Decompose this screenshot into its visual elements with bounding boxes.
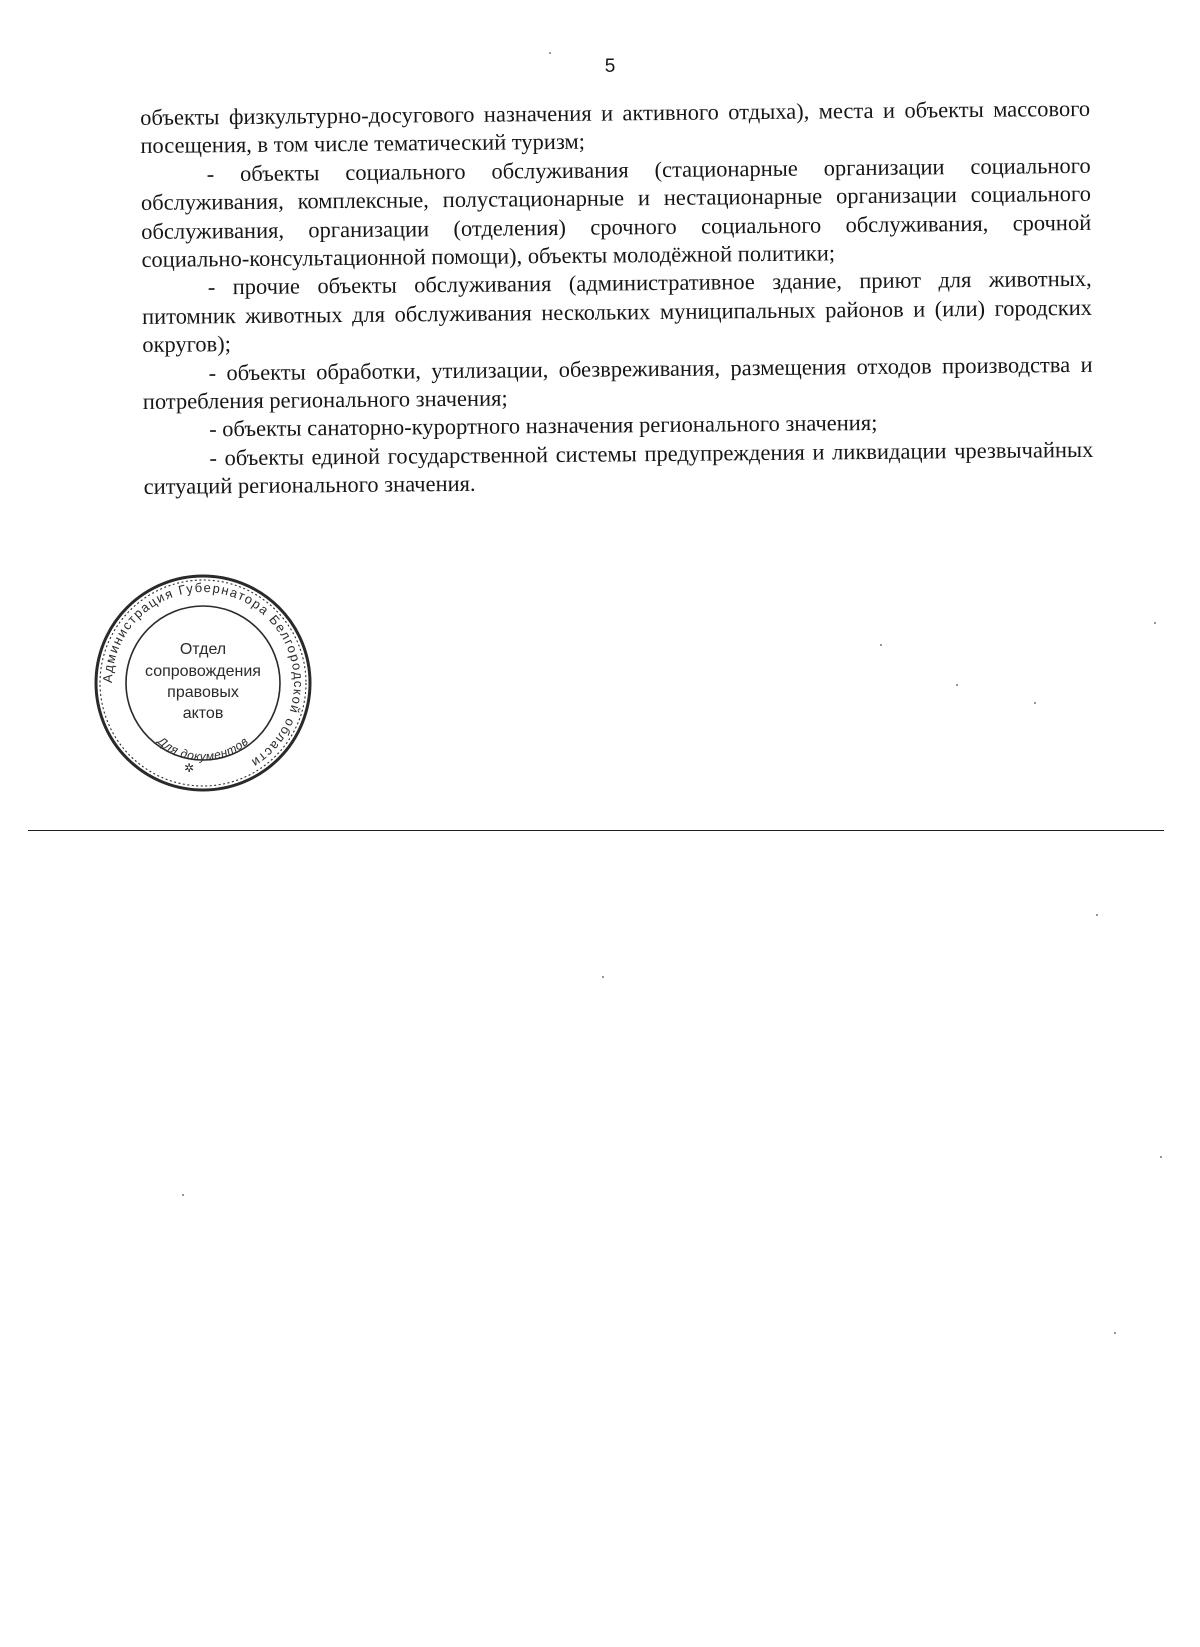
stamp-bottom-text: Для документов [154,733,252,764]
scan-speck [1034,702,1036,704]
paragraph: - объекты обработки, утилизации, обезвреживания, размещения отходов производства и потребления регионального значения; [142,351,1093,415]
stamp-star-icon: ✲ [183,761,195,775]
scan-speck [182,1194,184,1196]
paragraph: объекты физкультурно-досугового назначения и активного отдыха), места и объекты массового посещения, в том числе тематический туризм; [140,95,1091,159]
horizontal-rule [28,830,1164,831]
scan-speck [549,52,551,54]
stamp-line: актов [182,705,224,722]
scan-speck [880,644,882,646]
scan-speck [956,684,958,686]
stamp-seal [92,572,314,794]
page-number: 5 [604,56,616,77]
scan-speck [1160,1156,1162,1158]
document-body [140,95,1094,502]
paragraph: - объекты социального обслуживания (стационарные организации социального обслуживания, комплексные, полустационарные и нестационарные организации социального обслуживания, организации (отделения) срочного социального обслуживания, срочной социально-консультационной помощи), объекты молодёжной политики; [140,152,1092,273]
scan-speck [1154,622,1156,624]
scan-speck [1096,914,1098,916]
official-stamp [92,572,314,794]
stamp-line: правовых [167,684,239,701]
stamp-outer-text: Администрация Губернатора Белгородской области [99,579,307,772]
paragraph: - объекты санаторно-курортного назначения регионального значения; [209,410,878,442]
stamp-line: Отдел [179,641,227,658]
stamp-line: сопровождения [145,663,261,680]
scan-speck [602,976,604,978]
paragraph: - прочие объекты обслуживания (административное здание, приют для животных, питомник животных для обслуживания нескольких муниципальных районов и (или) городских округов); [141,266,1093,358]
paragraph: - объекты единой государственной системы предупреждения и ликвидации чрезвычайных ситуаций регионального значения. [143,436,1094,500]
scan-speck [1114,1332,1116,1334]
